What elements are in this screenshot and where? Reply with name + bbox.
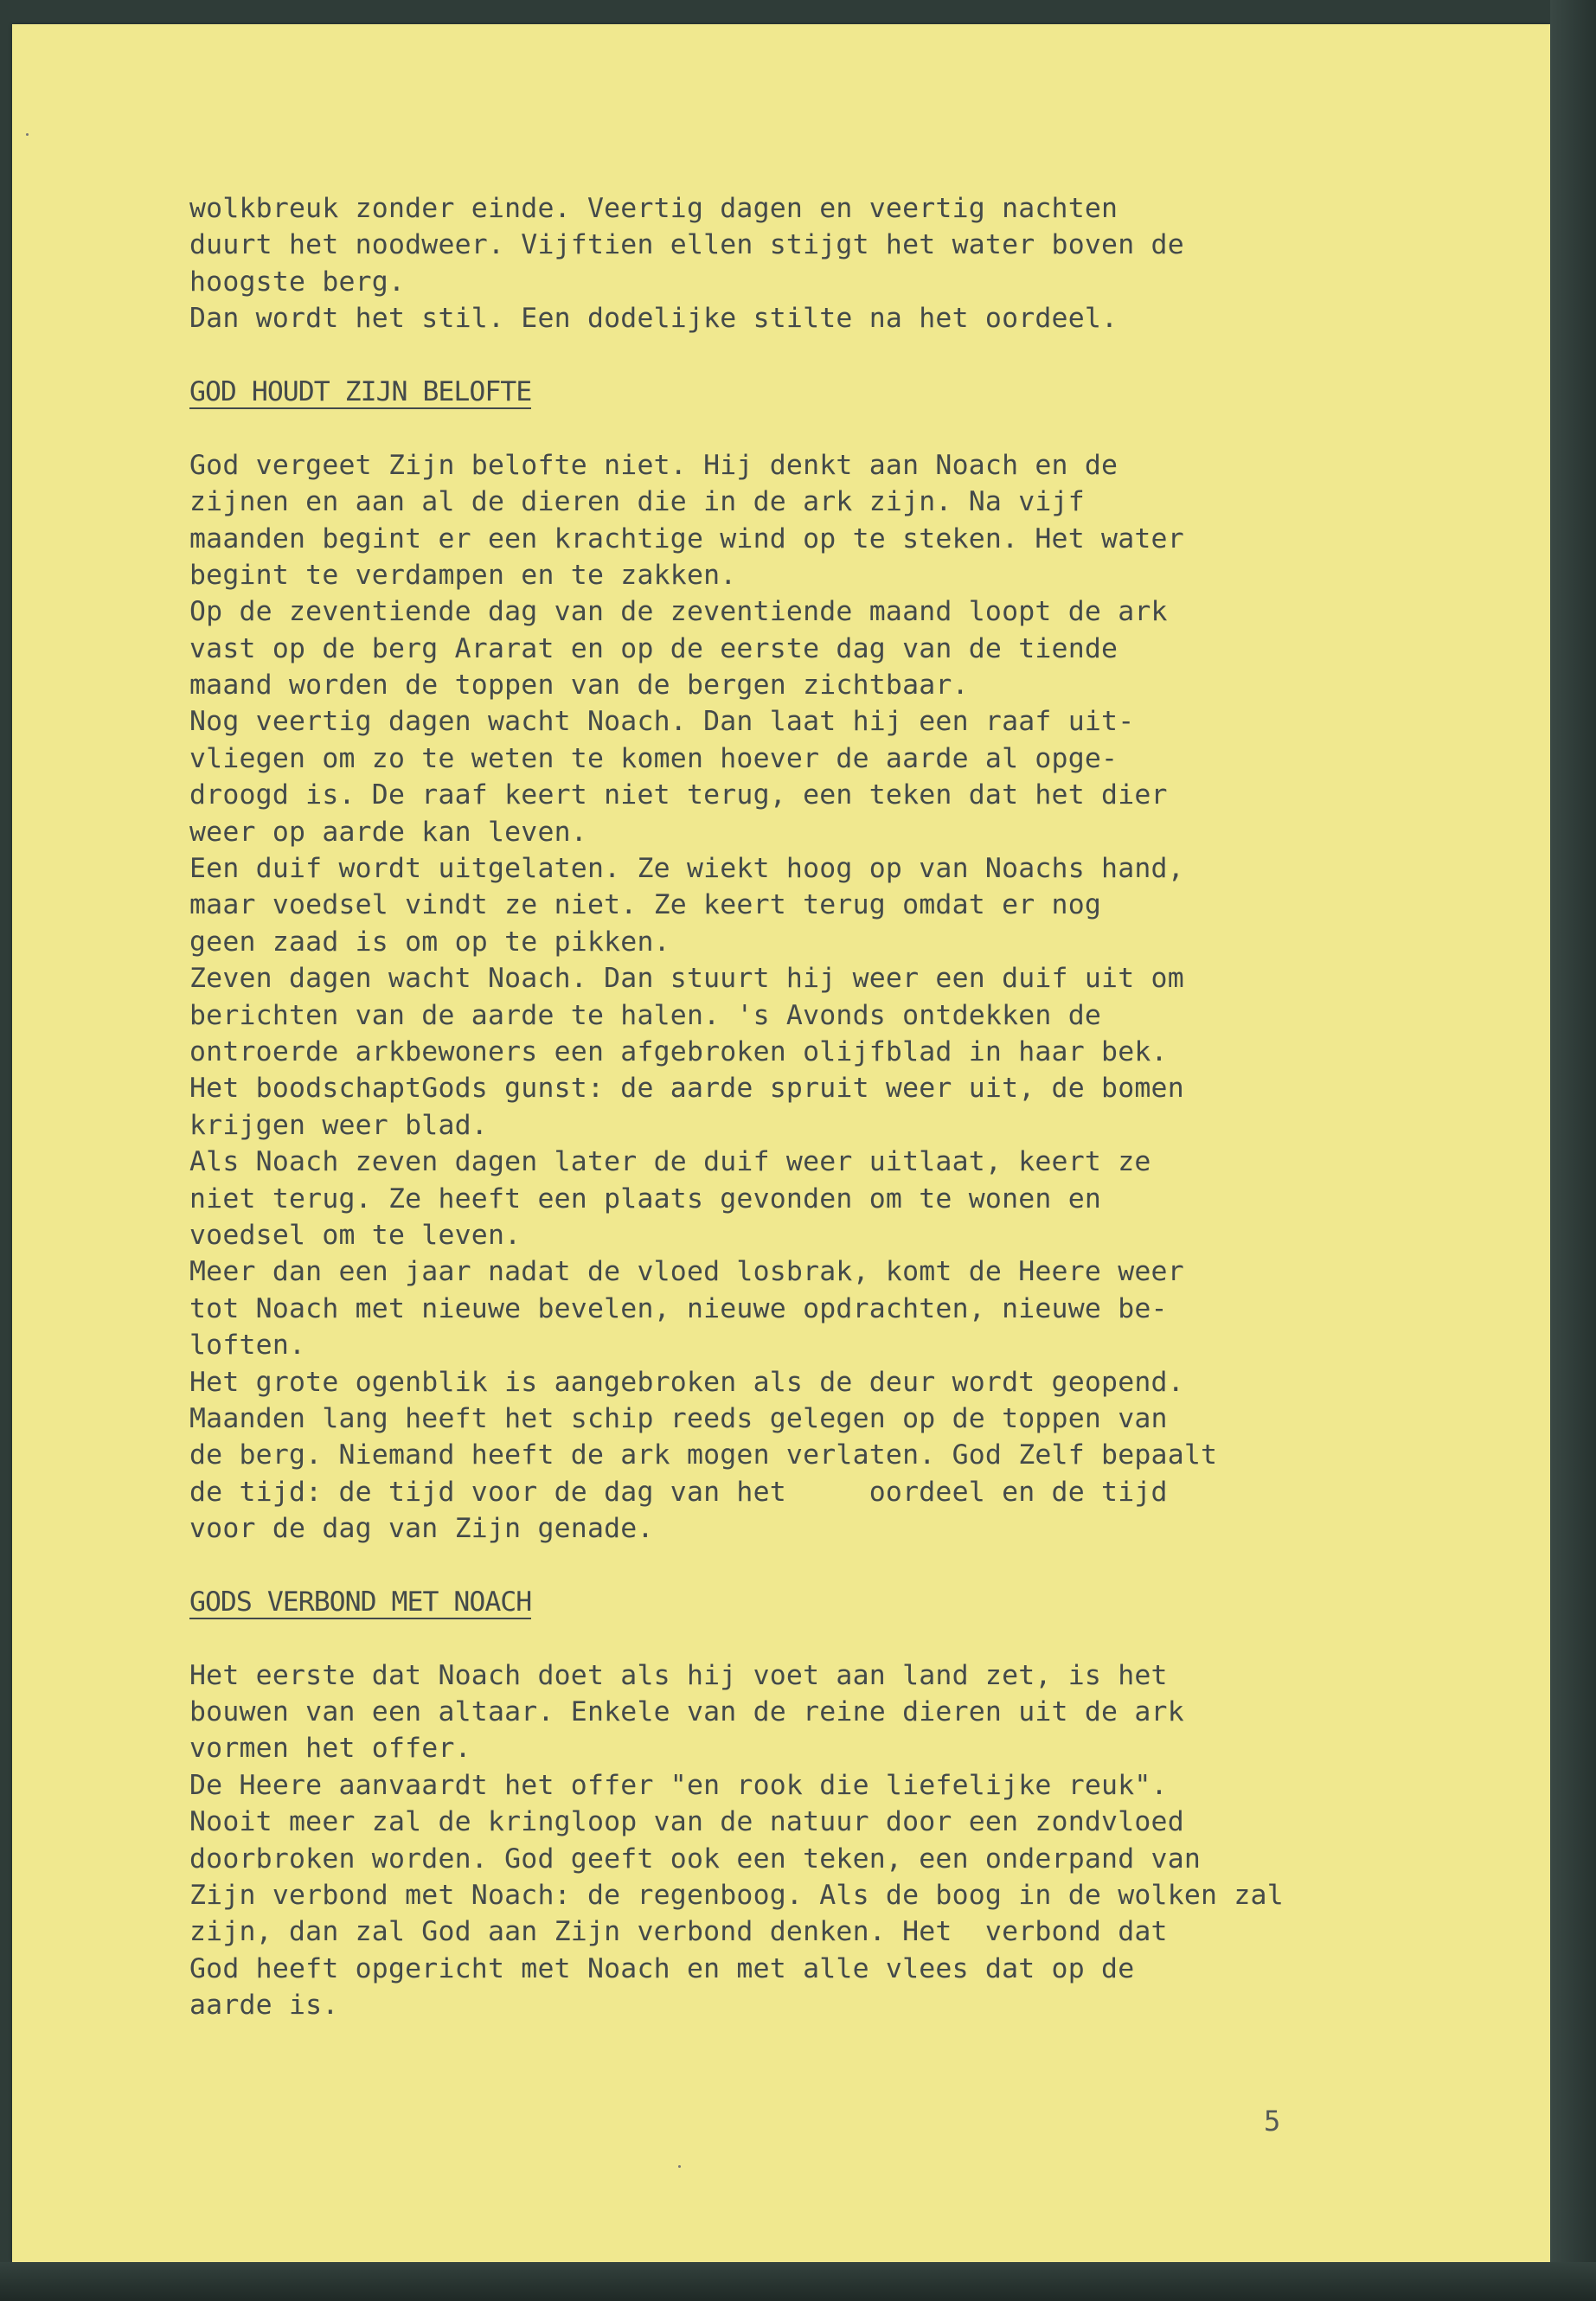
text-line: Zeven dagen wacht Noach. Dan stuurt hij weer een duif uit om (189, 963, 1184, 995)
scan-speck (678, 2165, 681, 2168)
text-line: de tijd: de tijd voor de dag van het oordeel en de tijd (189, 1476, 1168, 1508)
section-heading: GOD HOUDT ZIJN BELOFTE (189, 375, 532, 407)
text-line: Het boodschaptGods gunst: de aarde spruit weer uit, de bomen (189, 1073, 1184, 1105)
text-line: weer op aarde kan leven. (189, 816, 587, 848)
text-line: De Heere aanvaardt het offer "en rook die liefelijke reuk". (189, 1769, 1168, 1801)
binding-edge-right (1550, 0, 1596, 2301)
text-line: berichten van de aarde te halen. 's Avonds ontdekken de (189, 999, 1102, 1031)
text-line: vliegen om zo te weten te komen hoever de aarde al opge- (189, 742, 1118, 774)
text-line: Het eerste dat Noach doet als hij voet aan land zet, is het (189, 1659, 1168, 1691)
scan-speck (26, 133, 29, 136)
section-heading-line (189, 1584, 1452, 1620)
text-line: wolkbreuk zonder einde. Veertig dagen en veertig nachten (189, 193, 1118, 224)
text-line: voor de dag van Zijn genade. (189, 1513, 654, 1545)
text-line: Zijn verbond met Noach: de regenboog. Als de boog in de wolken zal (189, 1879, 1284, 1911)
paragraph-gap (189, 1547, 1452, 1583)
text-line: zijn, dan zal God aan Zijn verbond denken. Het verbond dat (189, 1916, 1168, 1948)
section-heading: GODS VERBOND MET NOACH (189, 1586, 532, 1618)
paragraph-gap (189, 410, 1452, 446)
text-line: Meer dan een jaar nadat de vloed losbrak, komt de Heere weer (189, 1256, 1184, 1288)
text-line: hoogste berg. (189, 266, 406, 298)
text-line: loften. (189, 1330, 306, 1362)
section-heading-line (189, 374, 1452, 410)
text-line: zijnen en aan al de dieren die in de ark zijn. Na vijf (189, 486, 1085, 518)
paragraph-gap (189, 1620, 1452, 1657)
text-line: Nooit meer zal de kringloop van de natuur door een zondvloed (189, 1806, 1184, 1838)
text-line: duurt het noodweer. Vijftien ellen stijgt het water boven de (189, 229, 1184, 261)
text-line: God heeft opgericht met Noach en met alle vlees dat op de (189, 1952, 1135, 1984)
text-line: Maanden lang heeft het schip reeds gelegen op de toppen van (189, 1402, 1168, 1434)
text-line: maar voedsel vindt ze niet. Ze keert terug omdat er nog (189, 889, 1102, 921)
text-line: Nog veertig dagen wacht Noach. Dan laat hij een raaf uit- (189, 706, 1135, 738)
text-line: niet terug. Ze heeft een plaats gevonden om te wonen en (189, 1183, 1102, 1215)
text-line: ontroerde arkbewoners een afgebroken olijfblad in haar bek. (189, 1035, 1168, 1067)
text-line: begint te verdampen en te zakken. (189, 559, 737, 591)
document-body (189, 190, 1452, 2024)
binding-edge-bottom (0, 2262, 1596, 2301)
text-line: maand worden de toppen van de bergen zichtbaar. (189, 670, 969, 702)
text-line: maanden begint er een krachtige wind op te steken. Het water (189, 522, 1184, 554)
text-line: geen zaad is om op te pikken. (189, 926, 670, 958)
text-line: tot Noach met nieuwe bevelen, nieuwe opdrachten, nieuwe be- (189, 1292, 1168, 1324)
text-line: Het grote ogenblik is aangebroken als de deur wordt geopend. (189, 1366, 1184, 1398)
paragraph-gap (189, 337, 1452, 374)
text-line: doorbroken worden. God geeft ook een teken, een onderpand van (189, 1843, 1202, 1875)
page-number: 5 (1264, 2105, 1281, 2138)
text-line: bouwen van een altaar. Enkele van de reine dieren uit de ark (189, 1696, 1184, 1728)
text-line: droogd is. De raaf keert niet terug, een teken dat het dier (189, 779, 1168, 811)
text-line: krijgen weer blad. (189, 1109, 488, 1141)
text-line: Als Noach zeven dagen later de duif weer uitlaat, keert ze (189, 1146, 1151, 1178)
text-line: aarde is. (189, 1990, 339, 2022)
text-line: Op de zeventiende dag van de zeventiende maand loopt de ark (189, 596, 1168, 628)
text-line: vast op de berg Ararat en op de eerste dag van de tiende (189, 632, 1118, 664)
text-line: de berg. Niemand heeft de ark mogen verlaten. God Zelf bepaalt (189, 1439, 1218, 1471)
paper-sheet (12, 24, 1550, 2262)
text-line: God vergeet Zijn belofte niet. Hij denkt aan Noach en de (189, 449, 1118, 481)
text-line: vormen het offer. (189, 1733, 471, 1765)
text-line: voedsel om te leven. (189, 1219, 522, 1251)
text-line: Dan wordt het stil. Een dodelijke stilte na het oordeel. (189, 303, 1118, 335)
text-line: Een duif wordt uitgelaten. Ze wiekt hoog op van Noachs hand, (189, 853, 1184, 885)
